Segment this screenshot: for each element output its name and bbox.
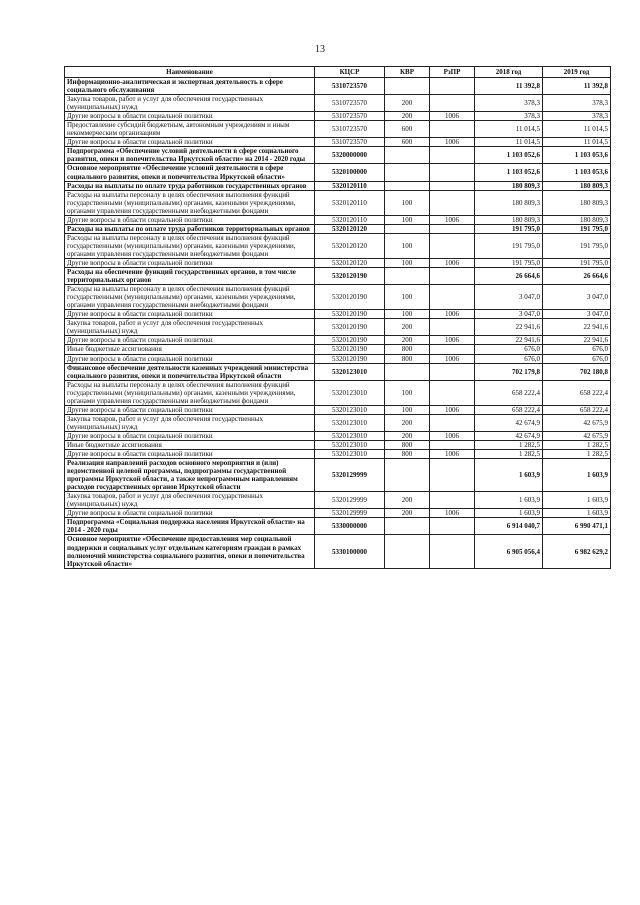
cell-code: 5320120120 xyxy=(315,233,385,258)
cell-kvr: 200 xyxy=(385,319,430,336)
cell-kvr: 800 xyxy=(385,354,430,363)
cell-2018: 6 914 040,7 xyxy=(475,518,543,535)
cell-2019: 191 795,0 xyxy=(543,233,611,258)
cell-kvr xyxy=(385,147,430,164)
cell-kvr xyxy=(385,164,430,181)
cell-2019: 658 222,4 xyxy=(543,405,611,414)
budget-table xyxy=(64,66,611,569)
cell-code: 5330000000 xyxy=(315,518,385,535)
cell-rzpr xyxy=(430,164,475,181)
cell-2018: 42 674,9 xyxy=(475,431,543,440)
cell-name: Подпрограмма «Социальная поддержка населения Иркутской области» на 2014 - 2020 годы xyxy=(65,518,315,535)
table-row xyxy=(65,509,611,518)
cell-2018: 1 282,5 xyxy=(475,450,543,459)
cell-rzpr xyxy=(430,380,475,405)
cell-2018: 1 103 052,6 xyxy=(475,164,543,181)
table-row xyxy=(65,190,611,215)
cell-2018: 702 179,8 xyxy=(475,363,543,380)
cell-2019: 191 795,0 xyxy=(543,258,611,267)
cell-code: 5320120110 xyxy=(315,181,385,190)
cell-kvr: 200 xyxy=(385,95,430,112)
cell-name: Другие вопросы в области социальной политики xyxy=(65,509,315,518)
cell-code: 5310723570 xyxy=(315,78,385,95)
cell-kvr: 100 xyxy=(385,405,430,414)
header-2019: 2019 год xyxy=(543,67,611,78)
cell-kvr: 600 xyxy=(385,121,430,138)
cell-rzpr: 1006 xyxy=(430,405,475,414)
cell-2018: 378,3 xyxy=(475,112,543,121)
cell-2018: 22 941,6 xyxy=(475,336,543,345)
cell-name: Финансовое обеспечение деятельности казенных учреждений министерства социального развития, опеки и попечительства Иркутской области xyxy=(65,363,315,380)
cell-2018: 11 014,5 xyxy=(475,138,543,147)
table-row xyxy=(65,414,611,431)
table-row xyxy=(65,310,611,319)
cell-2018: 1 603,9 xyxy=(475,459,543,492)
cell-rzpr xyxy=(430,95,475,112)
cell-rzpr xyxy=(430,319,475,336)
cell-code: 5310723570 xyxy=(315,121,385,138)
cell-rzpr xyxy=(430,224,475,233)
cell-code: 5320123010 xyxy=(315,414,385,431)
cell-2019: 1 103 053,6 xyxy=(543,147,611,164)
cell-2018: 191 795,0 xyxy=(475,258,543,267)
cell-2019: 26 664,6 xyxy=(543,268,611,285)
table-row xyxy=(65,224,611,233)
cell-name: Закупка товаров, работ и услуг для обеспечения государственных (муниципальных) нужд xyxy=(65,95,315,112)
cell-2019: 676,0 xyxy=(543,345,611,354)
cell-2019: 11 014,5 xyxy=(543,138,611,147)
table-row xyxy=(65,492,611,509)
cell-code: 5320120110 xyxy=(315,215,385,224)
cell-2019: 11 392,8 xyxy=(543,78,611,95)
cell-rzpr: 1006 xyxy=(430,215,475,224)
table-row xyxy=(65,440,611,449)
table-row xyxy=(65,459,611,492)
cell-name: Расходы на выплаты персоналу в целях обеспечения выполнения функций государственными (муниципальными) органами, казенными учреждениями, органами управления государственными внебюджетными фондами xyxy=(65,233,315,258)
cell-2019: 378,3 xyxy=(543,95,611,112)
cell-2019: 42 675,9 xyxy=(543,431,611,440)
cell-name: Основное мероприятие «Обеспечение условий деятельности в сфере социального развития, опеки и попечительства Иркутской области» xyxy=(65,164,315,181)
cell-rzpr xyxy=(430,121,475,138)
cell-rzpr xyxy=(430,78,475,95)
cell-2018: 42 674,9 xyxy=(475,414,543,431)
cell-rzpr xyxy=(430,147,475,164)
cell-2018: 180 809,3 xyxy=(475,190,543,215)
cell-2019: 702 180,8 xyxy=(543,363,611,380)
cell-rzpr xyxy=(430,190,475,215)
cell-name: Расходы на выплаты по оплате труда работников территориальных органов xyxy=(65,224,315,233)
cell-kvr xyxy=(385,459,430,492)
cell-kvr: 100 xyxy=(385,380,430,405)
table-row xyxy=(65,285,611,310)
cell-code: 5320120190 xyxy=(315,336,385,345)
cell-kvr: 100 xyxy=(385,233,430,258)
cell-kvr xyxy=(385,363,430,380)
table-row xyxy=(65,354,611,363)
table-row xyxy=(65,535,611,568)
cell-name: Другие вопросы в области социальной политики xyxy=(65,405,315,414)
cell-kvr: 800 xyxy=(385,345,430,354)
cell-rzpr xyxy=(430,181,475,190)
cell-rzpr: 1006 xyxy=(430,112,475,121)
cell-2019: 6 990 471,1 xyxy=(543,518,611,535)
cell-rzpr: 1006 xyxy=(430,431,475,440)
cell-kvr: 100 xyxy=(385,215,430,224)
cell-2018: 11 392,8 xyxy=(475,78,543,95)
cell-kvr: 200 xyxy=(385,112,430,121)
cell-2018: 180 809,3 xyxy=(475,215,543,224)
cell-2019: 676,0 xyxy=(543,354,611,363)
table-row xyxy=(65,121,611,138)
cell-name: Основное мероприятие «Обеспечение предоставления мер социальной поддержки и социальных услуг отдельным категориям граждан в рамках полномочий министерства социального развития, опеки и попечительства Иркутской области» xyxy=(65,535,315,568)
cell-name: Закупка товаров, работ и услуг для обеспечения государственных (муниципальных) нужд xyxy=(65,492,315,509)
cell-2018: 1 603,9 xyxy=(475,492,543,509)
table-row xyxy=(65,450,611,459)
cell-kvr: 200 xyxy=(385,414,430,431)
cell-kvr: 100 xyxy=(385,285,430,310)
table-row xyxy=(65,363,611,380)
cell-name: Реализация направлений расходов основного мероприятия и (или) ведомственной целевой программы, подпрограммы государственной программы Иркутской области, а также непрограммным направлениям расходов государственных органов Иркутской области xyxy=(65,459,315,492)
cell-name: Другие вопросы в области социальной политики xyxy=(65,258,315,267)
cell-code: 5320120190 xyxy=(315,354,385,363)
cell-2018: 1 103 052,6 xyxy=(475,147,543,164)
cell-name: Предоставление субсидий бюджетным, автономным учреждениям и иным некоммерческим организациям xyxy=(65,121,315,138)
cell-name: Расходы на обеспечение функций государственных органов, в том числе территориальных органов xyxy=(65,268,315,285)
table-row xyxy=(65,268,611,285)
cell-2019: 191 795,0 xyxy=(543,224,611,233)
cell-2019: 3 047,0 xyxy=(543,285,611,310)
cell-kvr: 800 xyxy=(385,440,430,449)
table-row xyxy=(65,112,611,121)
cell-kvr xyxy=(385,268,430,285)
cell-code: 5320129999 xyxy=(315,509,385,518)
cell-code: 5310723570 xyxy=(315,95,385,112)
cell-kvr: 600 xyxy=(385,138,430,147)
cell-2019: 180 809,3 xyxy=(543,190,611,215)
cell-2018: 180 809,3 xyxy=(475,181,543,190)
cell-2019: 1 603,9 xyxy=(543,492,611,509)
table-row xyxy=(65,233,611,258)
header-kvr: КВР xyxy=(385,67,430,78)
cell-name: Иные бюджетные ассигнования xyxy=(65,440,315,449)
cell-2019: 180 809,3 xyxy=(543,181,611,190)
cell-name: Расходы на выплаты персоналу в целях обеспечения выполнения функций государственными (муниципальными) органами, казенными учреждениями, органами управления государственными внебюджетными фондами xyxy=(65,285,315,310)
cell-kvr: 200 xyxy=(385,431,430,440)
cell-2019: 1 603,9 xyxy=(543,509,611,518)
cell-code: 5320000000 xyxy=(315,147,385,164)
table-row xyxy=(65,78,611,95)
cell-name: Расходы на выплаты персоналу в целях обеспечения выполнения функций государственными (муниципальными) органами, казенными учреждениями, органами управления государственными внебюджетными фондами xyxy=(65,380,315,405)
cell-rzpr xyxy=(430,492,475,509)
cell-name: Информационно-аналитическая и экспертная деятельность в сфере социального обслуживания xyxy=(65,78,315,95)
cell-kvr: 200 xyxy=(385,509,430,518)
cell-name: Закупка товаров, работ и услуг для обеспечения государственных (муниципальных) нужд xyxy=(65,414,315,431)
cell-rzpr: 1006 xyxy=(430,450,475,459)
table-row xyxy=(65,319,611,336)
cell-code: 5320120120 xyxy=(315,258,385,267)
cell-2018: 676,0 xyxy=(475,345,543,354)
cell-2018: 1 282,5 xyxy=(475,440,543,449)
cell-kvr: 200 xyxy=(385,336,430,345)
cell-2019: 658 222,4 xyxy=(543,380,611,405)
cell-code: 5330100000 xyxy=(315,535,385,568)
cell-2019: 180 809,3 xyxy=(543,215,611,224)
cell-2019: 42 675,9 xyxy=(543,414,611,431)
cell-2019: 6 982 629,2 xyxy=(543,535,611,568)
cell-2018: 6 905 056,4 xyxy=(475,535,543,568)
cell-code: 5320123010 xyxy=(315,440,385,449)
cell-code: 5320129999 xyxy=(315,459,385,492)
cell-2018: 676,0 xyxy=(475,354,543,363)
cell-kvr: 100 xyxy=(385,258,430,267)
cell-rzpr: 1006 xyxy=(430,138,475,147)
cell-kvr xyxy=(385,181,430,190)
cell-kvr: 200 xyxy=(385,492,430,509)
cell-rzpr xyxy=(430,518,475,535)
cell-kvr: 100 xyxy=(385,310,430,319)
cell-2018: 378,3 xyxy=(475,95,543,112)
cell-2019: 22 941,6 xyxy=(543,336,611,345)
cell-kvr: 800 xyxy=(385,450,430,459)
cell-2019: 378,3 xyxy=(543,112,611,121)
cell-2018: 22 941,6 xyxy=(475,319,543,336)
cell-rzpr xyxy=(430,363,475,380)
cell-2018: 3 047,0 xyxy=(475,285,543,310)
cell-code: 5320120190 xyxy=(315,268,385,285)
cell-rzpr xyxy=(430,345,475,354)
cell-code: 5320120190 xyxy=(315,285,385,310)
cell-2018: 11 014,5 xyxy=(475,121,543,138)
cell-code: 5320123010 xyxy=(315,380,385,405)
cell-name: Другие вопросы в области социальной политики xyxy=(65,310,315,319)
table-row xyxy=(65,380,611,405)
cell-name: Другие вопросы в области социальной политики xyxy=(65,138,315,147)
table-row xyxy=(65,518,611,535)
cell-2018: 1 603,9 xyxy=(475,509,543,518)
cell-name: Расходы на выплаты по оплате труда работников государственных органов xyxy=(65,181,315,190)
header-rzpr: РзПР xyxy=(430,67,475,78)
cell-code: 5310723570 xyxy=(315,138,385,147)
cell-rzpr xyxy=(430,459,475,492)
cell-rzpr xyxy=(430,414,475,431)
cell-rzpr: 1006 xyxy=(430,354,475,363)
table-row xyxy=(65,431,611,440)
cell-rzpr: 1006 xyxy=(430,509,475,518)
cell-name: Другие вопросы в области социальной политики xyxy=(65,431,315,440)
cell-code: 5320120110 xyxy=(315,190,385,215)
cell-2018: 191 795,0 xyxy=(475,224,543,233)
table-row xyxy=(65,336,611,345)
cell-2019: 1 282,5 xyxy=(543,440,611,449)
header-name: Наименование xyxy=(65,67,315,78)
table-row xyxy=(65,258,611,267)
cell-name: Другие вопросы в области социальной политики xyxy=(65,450,315,459)
cell-kvr xyxy=(385,78,430,95)
cell-code: 5320123010 xyxy=(315,405,385,414)
cell-name: Закупка товаров, работ и услуг для обеспечения государственных (муниципальных) нужд xyxy=(65,319,315,336)
table-row xyxy=(65,181,611,190)
table-row xyxy=(65,215,611,224)
cell-name: Другие вопросы в области социальной политики xyxy=(65,215,315,224)
table-row xyxy=(65,164,611,181)
cell-rzpr xyxy=(430,233,475,258)
table-row xyxy=(65,95,611,112)
cell-2019: 1 603,9 xyxy=(543,459,611,492)
cell-kvr: 100 xyxy=(385,190,430,215)
page-number: 13 xyxy=(315,44,325,55)
cell-2018: 3 047,0 xyxy=(475,310,543,319)
cell-2019: 1 282,5 xyxy=(543,450,611,459)
cell-2018: 658 222,4 xyxy=(475,405,543,414)
header-code: КЦСР xyxy=(315,67,385,78)
cell-name: Подпрограмма «Обеспечение условий деятельности в сфере социального развития, опеки и попечительства Иркутской области» на 2014 - 2020 годы xyxy=(65,147,315,164)
cell-rzpr xyxy=(430,535,475,568)
cell-rzpr: 1006 xyxy=(430,310,475,319)
cell-code: 5320123010 xyxy=(315,450,385,459)
cell-rzpr xyxy=(430,285,475,310)
cell-2018: 26 664,6 xyxy=(475,268,543,285)
cell-rzpr: 1006 xyxy=(430,336,475,345)
table-row xyxy=(65,138,611,147)
cell-code: 5320100000 xyxy=(315,164,385,181)
cell-2019: 3 047,0 xyxy=(543,310,611,319)
cell-kvr xyxy=(385,224,430,233)
table-row xyxy=(65,345,611,354)
cell-code: 5310723570 xyxy=(315,112,385,121)
cell-rzpr: 1006 xyxy=(430,258,475,267)
cell-2018: 191 795,0 xyxy=(475,233,543,258)
cell-kvr xyxy=(385,535,430,568)
cell-code: 5320123010 xyxy=(315,431,385,440)
table-row xyxy=(65,405,611,414)
cell-2019: 1 103 053,6 xyxy=(543,164,611,181)
cell-code: 5320120190 xyxy=(315,345,385,354)
cell-code: 5320120190 xyxy=(315,310,385,319)
cell-name: Расходы на выплаты персоналу в целях обеспечения выполнения функций государственными (муниципальными) органами, казенными учреждениями, органами управления государственными внебюджетными фондами xyxy=(65,190,315,215)
cell-2018: 658 222,4 xyxy=(475,380,543,405)
header-2018: 2018 год xyxy=(475,67,543,78)
cell-code: 5320120190 xyxy=(315,319,385,336)
table-header-row xyxy=(65,67,611,78)
cell-name: Другие вопросы в области социальной политики xyxy=(65,354,315,363)
cell-name: Иные бюджетные ассигнования xyxy=(65,345,315,354)
cell-name: Другие вопросы в области социальной политики xyxy=(65,336,315,345)
cell-code: 5320129999 xyxy=(315,492,385,509)
cell-code: 5320123010 xyxy=(315,363,385,380)
cell-2019: 11 014,5 xyxy=(543,121,611,138)
cell-2019: 22 941,6 xyxy=(543,319,611,336)
cell-kvr xyxy=(385,518,430,535)
cell-name: Другие вопросы в области социальной политики xyxy=(65,112,315,121)
cell-rzpr xyxy=(430,440,475,449)
cell-code: 5320120120 xyxy=(315,224,385,233)
table-row xyxy=(65,147,611,164)
cell-rzpr xyxy=(430,268,475,285)
